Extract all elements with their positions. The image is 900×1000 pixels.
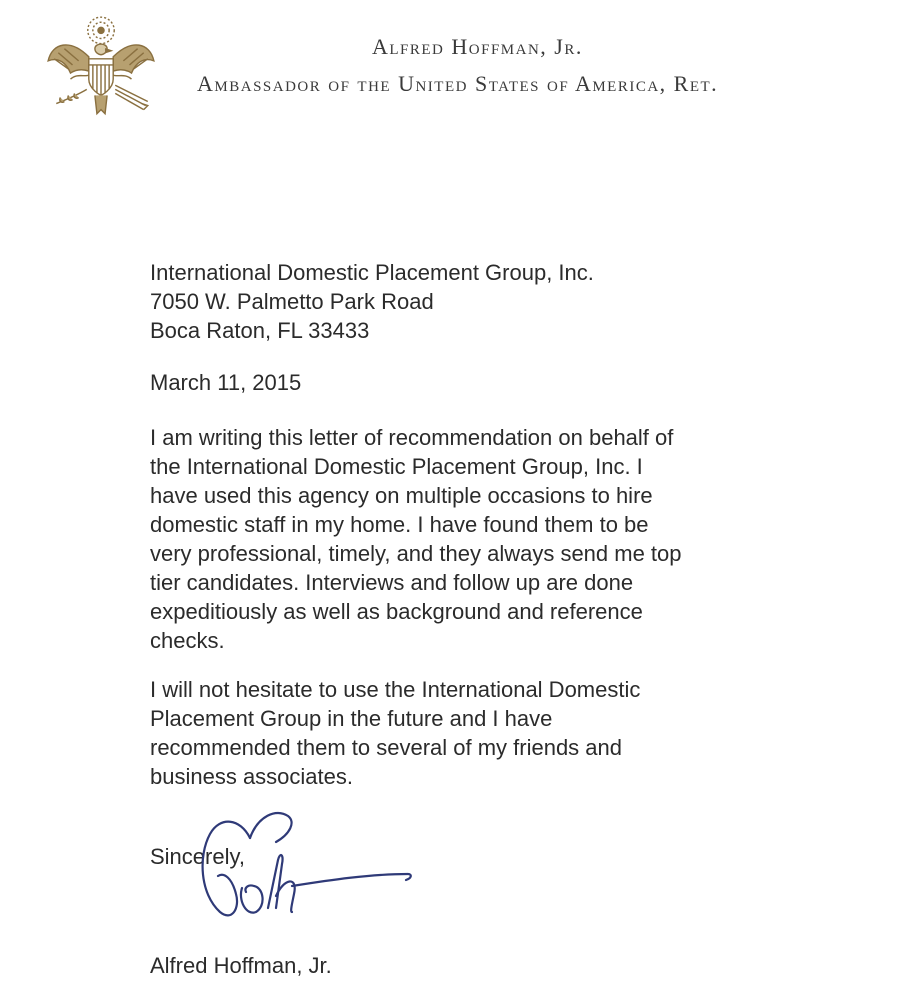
handwritten-signature bbox=[180, 808, 420, 928]
paragraph-line: very professional, timely, and they always send me top bbox=[150, 541, 682, 566]
paragraph-line: the International Domestic Placement Group, Inc. I bbox=[150, 454, 643, 479]
paragraph-line: domestic staff in my home. I have found them to be bbox=[150, 512, 649, 537]
paragraph-line: Placement Group in the future and I have bbox=[150, 706, 553, 731]
address-line: 7050 W. Palmetto Park Road bbox=[150, 289, 434, 314]
paragraph-line: tier candidates. Interviews and follow up are done bbox=[150, 570, 634, 595]
great-seal-icon bbox=[40, 8, 162, 130]
body-paragraph-2 bbox=[150, 675, 640, 791]
paragraph-line: I am writing this letter of recommendation on behalf of bbox=[150, 425, 674, 450]
paragraph-line: have used this agency on multiple occasions to hire bbox=[150, 483, 653, 508]
closing: Sincerely, bbox=[150, 844, 245, 869]
paragraph-line: checks. bbox=[150, 628, 225, 653]
recipient-address bbox=[150, 258, 594, 345]
signer-name: Alfred Hoffman, Jr. bbox=[150, 953, 332, 978]
paragraph-line: I will not hesitate to use the International Domestic bbox=[150, 677, 641, 702]
paragraph-line: business associates. bbox=[150, 764, 353, 789]
paragraph-line: expeditiously as well as background and reference bbox=[150, 599, 643, 624]
paragraph-line: recommended them to several of my friends and bbox=[150, 735, 623, 760]
letter-date: March 11, 2015 bbox=[150, 370, 302, 395]
address-line: International Domestic Placement Group, Inc. bbox=[150, 260, 594, 285]
letterhead-name: Alfred Hoffman, Jr. bbox=[372, 34, 583, 59]
letterhead-title: Ambassador of the United States of America, Ret. bbox=[197, 71, 719, 96]
body-paragraph-1 bbox=[150, 423, 682, 655]
address-line: Boca Raton, FL 33433 bbox=[150, 318, 370, 343]
